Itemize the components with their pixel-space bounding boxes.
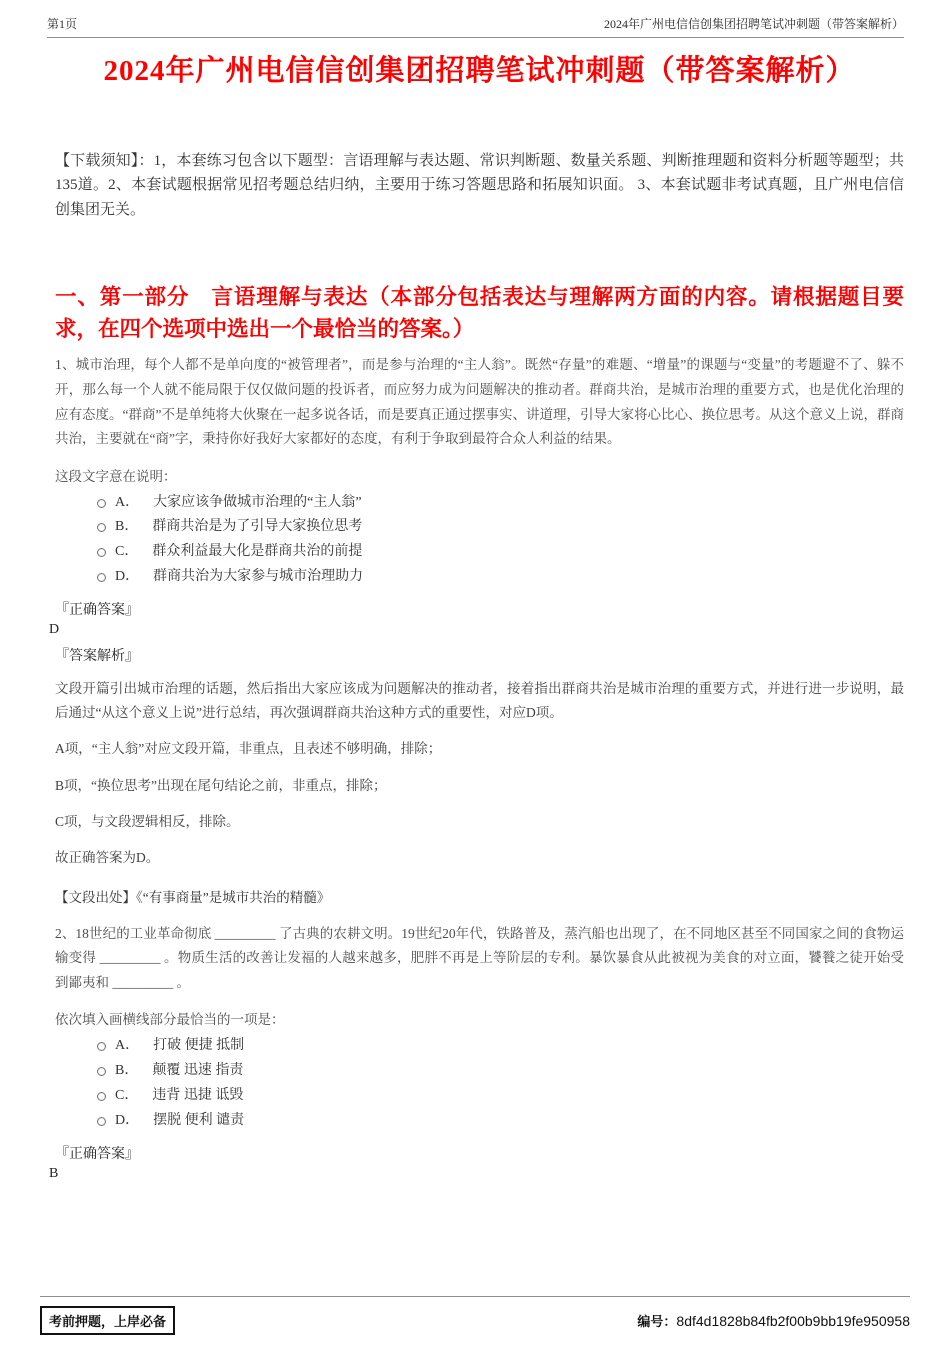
analysis-label: 『答案解析』 [55, 648, 139, 664]
option-label: A． [115, 1038, 140, 1054]
radio-icon[interactable] [97, 1042, 106, 1051]
question-1-option-a[interactable] [97, 495, 904, 512]
analysis-paragraph: A项，“主人翁”对应文段开篇，非重点，且表述不够明确，排除； [55, 741, 442, 757]
radio-icon[interactable] [97, 573, 106, 582]
download-notice: 【下载须知】：1，本套练习包含以下题型：言语理解与表达题、常识判断题、数量关系题、判断推理题和资料分析题等题型；共135道。2、本套试题根据常见招考题总结归纳，主要用于练习答题思路和拓展知识面。 3、本套试题非考试真题，且广州电信信创集团无关。 [55, 152, 904, 219]
option-text: 打破 便捷 抵制 [153, 1038, 245, 1054]
radio-icon[interactable] [97, 1117, 106, 1126]
option-label: C． [115, 1087, 139, 1103]
footer-slogan: 考前押题，上岸必备 [40, 1306, 175, 1335]
radio-icon[interactable] [97, 499, 106, 508]
question-2-option-d[interactable] [97, 1113, 904, 1130]
document-title: 2024年广州电信信创集团招聘笔试冲刺题（带答案解析） [103, 55, 856, 87]
passage-source: 【文段出处】《“有事商量”是城市共治的精髓》 [55, 889, 331, 905]
question-1-option-d[interactable] [97, 569, 904, 586]
radio-icon[interactable] [97, 1067, 106, 1076]
question-2-option-c[interactable] [97, 1088, 904, 1105]
radio-icon[interactable] [97, 548, 106, 557]
analysis-paragraph: 故正确答案为D。 [55, 850, 160, 866]
question-2-option-b[interactable] [97, 1063, 904, 1080]
option-text: 群商共治是为了引导大家换位思考 [152, 519, 363, 535]
option-label: B． [115, 1063, 139, 1079]
radio-icon[interactable] [97, 1092, 106, 1101]
correct-answer-value: D [49, 621, 60, 637]
correct-answer-label: 『正确答案』 [55, 1146, 139, 1162]
analysis-paragraph: 文段开篇引出城市治理的话题，然后指出大家应该成为问题解决的推动者，接着指出群商共治是城市治理的重要方式，并进行进一步说明，最后通过“从这个意义上说”进行总结，再次强调群商共治这种方式的重要性，对应D项。 [55, 680, 904, 721]
option-text: 群商共治为大家参与城市治理助力 [153, 569, 364, 585]
question-1-option-c[interactable] [97, 544, 904, 561]
question-2-options [55, 1038, 904, 1129]
serial-label: 编号： [637, 1314, 677, 1329]
correct-answer-value: B [49, 1165, 59, 1181]
question-1-options [55, 495, 904, 586]
question-1-prompt: 这段文字意在说明： [55, 468, 177, 484]
option-text: 违背 迅捷 诋毁 [152, 1087, 244, 1103]
question-2-option-a[interactable] [97, 1038, 904, 1055]
analysis-paragraph: B项，“换位思考”出现在尾句结论之前，非重点，排除； [55, 777, 387, 793]
question-2-stem: 2、18世纪的工业革命彻底 _________ 了古典的农耕文明。19世纪20年代，铁路普及，蒸汽船也出现了，在不同地区甚至不同国家之间的食物运输变得 _________ 。物质生活的改善让发福的人越来越多，肥胖不再是上等阶层的专利。暴饮暴食从此被视为美食的对立面，饕餮之徒开始受到鄙夷和 _________ 。 [55, 925, 904, 990]
option-text: 群众利益最大化是群商共治的前提 [152, 544, 363, 560]
option-label: D． [115, 1112, 140, 1128]
question-2-prompt: 依次填入画横线部分最恰当的一项是： [55, 1012, 285, 1028]
footer-serial [637, 1311, 910, 1330]
header-doc-title: 2024年广州电信信创集团招聘笔试冲刺题（带答案解析） [603, 17, 904, 31]
analysis-paragraph: C项，与文段逻辑相反，排除。 [55, 814, 240, 830]
option-label: B． [115, 519, 139, 535]
header-page-number: 第1页 [47, 17, 78, 31]
option-label: C． [115, 544, 139, 560]
question-2 [49, 922, 904, 1182]
section-heading: 一、第一部分 言语理解与表达（本部分包括表达与理解两方面的内容。请根据题目要求，在四个选项中选出一个最恰当的答案。） [55, 284, 904, 342]
question-1-option-b[interactable] [97, 519, 904, 536]
radio-icon[interactable] [97, 523, 106, 532]
option-label: D． [115, 569, 140, 585]
question-1-stem: 1、城市治理，每个人都不是单向度的“被管理者”，而是参与治理的“主人翁”。既然“存量”的难题、“增量”的课题与“变量”的考题避不了、躲不开，那么每一个人就不能局限于仅仅做问题的投诉者，而应努力成为问题解决的推动者。群商共治，是城市治理的重要方式，也是优化治理的应有态度。“群商”不是单纯将大伙聚在一起多说各话，而是要真正通过摆事实、讲道理，引导大家将心比心、换位思考。从这个意义上说，群商共治，主要就在“商”字，秉持你好我好大家都好的态度，有利于争取到最符合众人利益的结果。 [55, 357, 904, 447]
page-footer [40, 1296, 910, 1335]
option-text: 大家应该争做城市治理的“主人翁” [153, 494, 362, 510]
option-label: A． [115, 494, 140, 510]
option-text: 摆脱 便利 谴责 [153, 1112, 245, 1128]
question-1 [49, 353, 904, 905]
serial-value: 8df4d1828b84fb2f00b9bb19fe950958 [676, 1313, 910, 1329]
page-header [47, 0, 904, 38]
correct-answer-label: 『正确答案』 [55, 602, 139, 618]
option-text: 颠覆 迅速 指责 [152, 1063, 244, 1079]
